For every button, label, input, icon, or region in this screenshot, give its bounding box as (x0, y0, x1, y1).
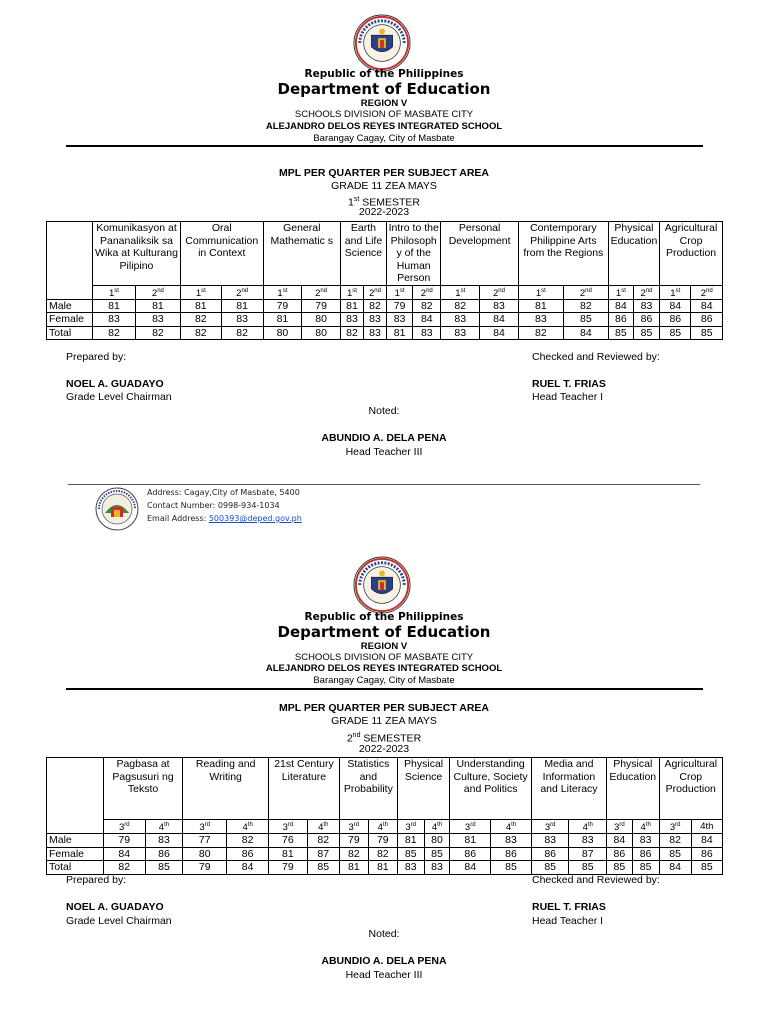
table-row (47, 326, 723, 340)
division-line: SCHOOLS DIVISION OF MASBATE CITY (294, 652, 474, 663)
department-title: Department of Education (277, 623, 491, 641)
subject-header: Intro to the Philosoph y of the Human Person (387, 222, 441, 286)
mpl-value-cell: 87 (307, 847, 339, 861)
mpl-value-cell: 83 (424, 861, 450, 875)
quarter-header: 4th (145, 820, 183, 834)
department-title: Department of Education (277, 80, 491, 98)
mpl-value-cell: 85 (632, 861, 659, 875)
quarter-header: 4th (569, 820, 607, 834)
mpl-value-cell: 83 (387, 313, 413, 327)
mpl-value-cell: 81 (221, 299, 263, 313)
republic-line: Republic of the Philippines (304, 68, 464, 80)
checked-by-title: Head Teacher I (532, 915, 604, 927)
row-label: Total (47, 326, 93, 340)
mpl-value-cell: 85 (633, 326, 659, 340)
mpl-value-cell: 83 (221, 313, 263, 327)
quarter-header: 4th (632, 820, 659, 834)
mpl-value-cell: 85 (145, 861, 183, 875)
mpl-value-cell: 84 (227, 861, 269, 875)
report2-school-year: 2022-2023 (358, 743, 410, 755)
mpl-value-cell: 84 (660, 299, 691, 313)
deped-seal-icon (353, 556, 411, 614)
subject-header: Agricultural Crop Production (659, 758, 722, 820)
noted-name: ABUNDIO A. DELA PENA (321, 955, 447, 967)
subject-header-row (47, 222, 723, 286)
report2-title: MPL PER QUARTER PER SUBJECT AREA (278, 702, 490, 714)
quarter-header: 2nd (691, 285, 723, 299)
quarter-header: 2nd (413, 285, 441, 299)
mpl-value-cell: 82 (307, 834, 339, 848)
mpl-value-cell: 83 (518, 313, 563, 327)
footer-address: Address: Cagay,City of Masbate, 5400 (147, 488, 300, 497)
mpl-value-cell: 83 (145, 834, 183, 848)
quarter-header-row (47, 285, 723, 299)
quarter-header: 1st (518, 285, 563, 299)
mpl-value-cell: 86 (608, 313, 633, 327)
school-line: ALEJANDRO DELOS REYES INTEGRATED SCHOOL (265, 121, 503, 132)
mpl-value-cell: 85 (660, 326, 691, 340)
mpl-value-cell: 79 (103, 834, 145, 848)
quarter-header: 4th (368, 820, 397, 834)
mpl-value-cell: 85 (691, 326, 723, 340)
mpl-value-cell: 84 (607, 834, 633, 848)
quarter-header: 3rd (339, 820, 368, 834)
mpl-value-cell: 81 (368, 861, 397, 875)
school-line: ALEJANDRO DELOS REYES INTEGRATED SCHOOL (265, 663, 503, 674)
mpl-value-cell: 82 (441, 299, 480, 313)
mpl-value-cell: 82 (180, 326, 221, 340)
barangay-line: Barangay Cagay, City of Masbate (313, 133, 455, 144)
mpl-value-cell: 83 (441, 326, 480, 340)
table-row (47, 313, 723, 327)
division-line: SCHOOLS DIVISION OF MASBATE CITY (294, 109, 474, 120)
mpl-value-cell: 83 (397, 861, 424, 875)
mpl-value-cell: 86 (450, 847, 491, 861)
quarter-header: 3rd (269, 820, 308, 834)
mpl-value-cell: 82 (413, 299, 441, 313)
quarter-header: 1st (93, 285, 136, 299)
mpl-value-cell: 86 (531, 847, 569, 861)
mpl-value-cell: 85 (491, 861, 532, 875)
mpl-value-cell: 87 (569, 847, 607, 861)
quarter-header: 3rd (607, 820, 633, 834)
region-line: REGION V (360, 641, 408, 652)
mpl-value-cell: 84 (480, 313, 519, 327)
mpl-value-cell: 82 (227, 834, 269, 848)
mpl-value-cell: 81 (450, 834, 491, 848)
mpl-value-cell: 81 (269, 847, 308, 861)
mpl-value-cell: 82 (659, 834, 691, 848)
corner-cell (47, 222, 93, 300)
mpl-value-cell: 84 (563, 326, 608, 340)
mpl-value-cell: 79 (387, 299, 413, 313)
mpl-value-cell: 83 (480, 299, 519, 313)
footer-email: Email Address: 500393@deped.gov.ph (147, 514, 302, 523)
mpl-value-cell: 86 (145, 847, 183, 861)
email-link[interactable]: 500393@deped.gov.ph (208, 514, 302, 523)
quarter-header: 1st (180, 285, 221, 299)
subject-header: Personal Development (441, 222, 518, 286)
quarter-header: 2nd (302, 285, 341, 299)
report1-semester: 1st SEMESTER (348, 196, 420, 209)
row-label: Female (47, 313, 93, 327)
checked-by-name: RUEL T. FRIAS (532, 378, 606, 390)
quarter-header: 2nd (633, 285, 659, 299)
mpl-value-cell: 77 (183, 834, 227, 848)
mpl-value-cell: 80 (424, 834, 450, 848)
mpl-value-cell: 86 (660, 313, 691, 327)
row-label: Male (47, 299, 93, 313)
table-row (47, 299, 723, 313)
mpl-value-cell: 79 (302, 299, 341, 313)
quarter-header: 4th (227, 820, 269, 834)
mpl-value-cell: 86 (491, 847, 532, 861)
quarter-header: 2nd (480, 285, 519, 299)
subject-header: Media and Information and Literacy (531, 758, 606, 820)
quarter-header: 2nd (563, 285, 608, 299)
footer-contact: Contact Number: 0998-934-1034 (147, 501, 280, 510)
mpl-value-cell: 83 (531, 834, 569, 848)
prepared-by-name: NOEL A. GUADAYO (66, 901, 164, 913)
mpl-value-cell: 83 (441, 313, 480, 327)
mpl-value-cell: 80 (302, 326, 341, 340)
subject-header: Physical Education (608, 222, 659, 286)
quarter-header-row (47, 820, 723, 834)
mpl-value-cell: 83 (363, 313, 386, 327)
mpl-value-cell: 83 (413, 326, 441, 340)
mpl-table-2nd-semester (46, 757, 723, 875)
mpl-value-cell: 83 (633, 299, 659, 313)
mpl-value-cell: 84 (691, 299, 723, 313)
republic-line: Republic of the Philippines (304, 611, 464, 623)
header-divider (66, 688, 703, 690)
report1-school-year: 2022-2023 (358, 206, 410, 218)
report2-semester: 2nd SEMESTER (346, 732, 422, 745)
mpl-value-cell: 82 (221, 326, 263, 340)
mpl-value-cell: 81 (180, 299, 221, 313)
mpl-value-cell: 79 (183, 861, 227, 875)
quarter-header: 4th (691, 820, 722, 834)
quarter-header: 3rd (183, 820, 227, 834)
mpl-value-cell: 86 (607, 847, 633, 861)
mpl-value-cell: 84 (608, 299, 633, 313)
mpl-value-cell: 85 (569, 861, 607, 875)
mpl-value-cell: 81 (135, 299, 180, 313)
quarter-header: 3rd (103, 820, 145, 834)
report1-grade: GRADE 11 ZEA MAYS (331, 180, 437, 192)
quarter-header: 1st (340, 285, 363, 299)
mpl-value-cell: 83 (491, 834, 532, 848)
subject-header: Understanding Culture, Society and Politics (450, 758, 532, 820)
mpl-value-cell: 79 (269, 861, 308, 875)
mpl-value-cell: 81 (93, 299, 136, 313)
subject-header: Physical Education (607, 758, 660, 820)
mpl-value-cell: 76 (269, 834, 308, 848)
mpl-value-cell: 85 (531, 861, 569, 875)
noted-title: Head Teacher III (345, 969, 423, 981)
mpl-value-cell: 82 (180, 313, 221, 327)
mpl-value-cell: 84 (480, 326, 519, 340)
header-divider (66, 145, 703, 147)
subject-header: 21st Century Literature (269, 758, 340, 820)
mpl-value-cell: 80 (263, 326, 302, 340)
mpl-value-cell: 86 (633, 313, 659, 327)
mpl-value-cell: 86 (632, 847, 659, 861)
noted-label: Noted: (368, 928, 400, 940)
subject-header: Agricultural Crop Production (660, 222, 723, 286)
quarter-header: 1st (608, 285, 633, 299)
checked-by-label: Checked and Reviewed by: (532, 874, 660, 886)
mpl-value-cell: 83 (632, 834, 659, 848)
quarter-header: 2nd (221, 285, 263, 299)
subject-header: Oral Communication in Context (180, 222, 263, 286)
quarter-header: 3rd (531, 820, 569, 834)
mpl-value-cell: 83 (569, 834, 607, 848)
row-label: Female (47, 847, 104, 861)
mpl-value-cell: 86 (691, 847, 722, 861)
mpl-value-cell: 81 (263, 313, 302, 327)
mpl-value-cell: 85 (659, 847, 691, 861)
row-label: Male (47, 834, 104, 848)
corner-cell (47, 758, 104, 834)
mpl-value-cell: 82 (103, 861, 145, 875)
noted-name: ABUNDIO A. DELA PENA (321, 432, 447, 444)
mpl-value-cell: 79 (368, 834, 397, 848)
mpl-value-cell: 81 (340, 299, 363, 313)
mpl-value-cell: 83 (93, 313, 136, 327)
quarter-header: 2nd (363, 285, 386, 299)
mpl-value-cell: 84 (450, 861, 491, 875)
table-row (47, 834, 723, 848)
mpl-value-cell: 85 (307, 861, 339, 875)
quarter-header: 4th (491, 820, 532, 834)
subject-header: Reading and Writing (183, 758, 269, 820)
prepared-by-label: Prepared by: (66, 874, 127, 886)
noted-label: Noted: (368, 405, 400, 417)
mpl-table-1st-semester (46, 221, 723, 340)
checked-by-label: Checked and Reviewed by: (532, 351, 660, 363)
prepared-by-label: Prepared by: (66, 351, 127, 363)
mpl-value-cell: 81 (397, 834, 424, 848)
row-label: Total (47, 861, 104, 875)
subject-header: Contemporary Philippine Arts from the Regions (518, 222, 608, 286)
mpl-value-cell: 81 (518, 299, 563, 313)
mpl-value-cell: 83 (363, 326, 386, 340)
mpl-value-cell: 82 (93, 326, 136, 340)
subject-header: Statistics and Probability (339, 758, 397, 820)
mpl-value-cell: 84 (413, 313, 441, 327)
mpl-value-cell: 82 (563, 299, 608, 313)
mpl-value-cell: 79 (263, 299, 302, 313)
quarter-header: 4th (307, 820, 339, 834)
quarter-header: 3rd (450, 820, 491, 834)
subject-header-row (47, 758, 723, 820)
noted-title: Head Teacher III (345, 446, 423, 458)
mpl-value-cell: 82 (339, 847, 368, 861)
prepared-by-title: Grade Level Chairman (66, 915, 172, 927)
quarter-header: 2nd (135, 285, 180, 299)
checked-by-title: Head Teacher I (532, 391, 604, 403)
footer-divider (68, 484, 700, 485)
quarter-header: 1st (263, 285, 302, 299)
subject-header: Physical Science (397, 758, 450, 820)
mpl-value-cell: 80 (183, 847, 227, 861)
quarter-header: 1st (660, 285, 691, 299)
quarter-header: 3rd (659, 820, 691, 834)
subject-header: Pagbasa at Pagsusuri ng Teksto (103, 758, 182, 820)
subject-header: General Mathematic s (263, 222, 340, 286)
quarter-header: 4th (424, 820, 450, 834)
mpl-value-cell: 85 (424, 847, 450, 861)
mpl-value-cell: 82 (368, 847, 397, 861)
barangay-line: Barangay Cagay, City of Masbate (313, 675, 455, 686)
mpl-value-cell: 85 (397, 847, 424, 861)
mpl-value-cell: 84 (659, 861, 691, 875)
division-logo-icon (95, 487, 139, 531)
mpl-value-cell: 81 (387, 326, 413, 340)
mpl-value-cell: 84 (103, 847, 145, 861)
mpl-value-cell: 83 (340, 313, 363, 327)
mpl-value-cell: 86 (227, 847, 269, 861)
region-line: REGION V (360, 98, 408, 109)
report1-title: MPL PER QUARTER PER SUBJECT AREA (278, 167, 490, 179)
mpl-value-cell: 82 (340, 326, 363, 340)
mpl-value-cell: 80 (302, 313, 341, 327)
table-row (47, 847, 723, 861)
mpl-value-cell: 82 (135, 326, 180, 340)
report2-grade: GRADE 11 ZEA MAYS (331, 715, 437, 727)
mpl-value-cell: 82 (363, 299, 386, 313)
mpl-value-cell: 85 (563, 313, 608, 327)
mpl-value-cell: 85 (691, 861, 722, 875)
prepared-by-name: NOEL A. GUADAYO (66, 378, 164, 390)
prepared-by-title: Grade Level Chairman (66, 391, 172, 403)
mpl-value-cell: 85 (607, 861, 633, 875)
quarter-header: 1st (441, 285, 480, 299)
mpl-value-cell: 84 (691, 834, 722, 848)
mpl-value-cell: 81 (339, 861, 368, 875)
quarter-header: 1st (387, 285, 413, 299)
mpl-value-cell: 79 (339, 834, 368, 848)
mpl-value-cell: 82 (518, 326, 563, 340)
subject-header: Earth and Life Science (340, 222, 386, 286)
checked-by-name: RUEL T. FRIAS (532, 901, 606, 913)
quarter-header: 3rd (397, 820, 424, 834)
deped-seal-icon (353, 14, 411, 72)
mpl-value-cell: 85 (608, 326, 633, 340)
mpl-value-cell: 86 (691, 313, 723, 327)
subject-header: Komunikasyon at Pananaliksik sa Wika at Kulturang Pilipino (93, 222, 181, 286)
mpl-value-cell: 83 (135, 313, 180, 327)
